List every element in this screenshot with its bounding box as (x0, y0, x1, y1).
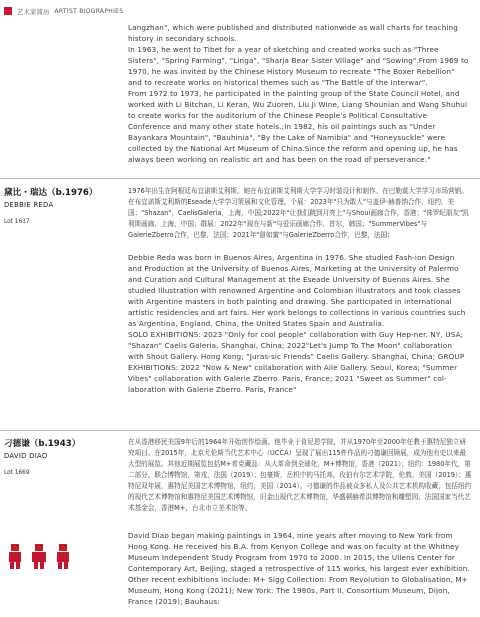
artist-heading-david-diao (4, 437, 80, 476)
section-marker-icon (4, 7, 12, 15)
lot-number: Lot 1669 (4, 470, 30, 476)
bio-exhibitions: SOLO EXHIBITIONS: 2023 "Only for cool people" collaboration with Guy Hep-ner. NY, USA; "Shazan" Caelis Galeria. Shanghai, China; 2022"Let's Jump To The Moon" collaboration with Shout Gallery. Hong Kong; "Juras-sic Friends" Caelis Gallery. Shanghai, China; GROUP EXHIBITIONS: 2022 "Now & New" collaboration with Aile Gallery. Seoul, Korea; "Summer Vibes" collaboration with Galerie Zberro. Paris, France; 2021 "Sweet as Summer" col-laboration with Galerie Zberro. Paris, France" (128, 330, 465, 394)
section-title-cn: 艺术家简历 (17, 7, 50, 16)
bio-paragraph: Langzhan", which were published and distributed nationwide as wall charts for teaching history in secondary schools. (128, 23, 458, 43)
artist-heading-debbie-reda (4, 186, 98, 225)
previous-bio-continuation (128, 22, 470, 165)
artist-bio-en (128, 530, 470, 607)
bio-paragraph: In 1963, he went to Tibet for a year of sketching and created works such as "Three Sisters", "Spring Farming", "Linga", "Sharja Bear Sister Village" and "Sowing".From 1969 to 1970, he was invited by the Chinese History Museum to recreate "The Boxer Rebellion" and to recreate works on historical themes such as "The Battle of the Interwar". (128, 45, 469, 87)
bio-paragraph: David Diao began making paintings in 1964, nine years after moving to New York from Hong Kong. He received his B.A. from Kenyon College and was on faculty at the Whitney Museum Independent Study Program from 1970 to 2000. In 2015, the Ullens Center for Contemporary Art, Beijing, staged a retrospective of 115 works, his largest ever exhibition. Other recent exhibitions include: M+ Sigg Collection: From Revolution to Globalisation, M+ Museum, Hong Kong (2021); New York: The 1980s, Part II, Consortium Museum, Dijon, France (2019); Bauhaus: (128, 531, 470, 606)
artwork-thumbnail (6, 544, 72, 570)
bio-paragraph: From 1972 to 1973, he participated in the painting group of the State Council Hotel, and worked with Li Bitchan, Li Keran, Wu Zuoren, Liu Ji Wine, Liang Shounian and Wang Shuhui to create works for the auditorium of the Chinese People's Political Consultative Conference and many other state hotels.;In 1982, his oil paintings such as "Under Bayankara Mountain", "Bauhinia", "By the Lake of Namibia" and "Honeysuckle" were collected by the National Art Museum of China.Since the reform and opening up, he has always been working on realistic art and has been on the road of perseverance." (128, 89, 468, 164)
section-divider (0, 430, 480, 431)
artist-name-en: DEBBIE REDA (4, 201, 54, 209)
section-divider (0, 178, 480, 179)
artist-name-cn: 黛比・瑞达（b.1976） (4, 188, 98, 198)
figure-icon (54, 544, 72, 570)
artist-name-cn: 刁德谦（b.1943） (4, 439, 81, 449)
artist-bio-cn: 在从香港移民美国9年后的1964年开始创作绘画。他毕业于肯尼恩学院，并从1970年至2000年任教于惠特尼独立研究项目。在2015年，北京尤伦斯当代艺术中心（UCCA）呈现了展出115件作品的刁德谦回顾展，成为他有史以来最大型的展览。其他近期展览包括M+希克藏品：从大革命到全球化，M+博物馆，香港（2021）；纽约：1980年代，第二部分，联合博物馆，第戎，法国（2019）；包豪斯，岳机中的马托邦，玫伯有尔艺术学院，伦敦，美国（2019）；惠特尼双年展，惠特尼美国艺术博物馆，纽约，美国（2014）。刁德谦的作品被众多私人及公共艺术机构收藏，包括纽约的现代艺术博物馆和惠特尼美国艺术博物馆，旧金山现代艺术博物馆，华盛顿赫希洪博物馆和雕塑园，法国国家当代艺术基金会，香港M+，台北市立美术馆等。 (128, 438, 472, 512)
page-header (4, 5, 123, 17)
artist-bio-cn: 1976年出生在阿根廷布宜诺斯艾利斯。她在布宜诺斯艾利斯大学学习时装设计和制作。在巴勒莫大学学习市场营销。在布宜诺斯艾利斯的Eseade大学学习策展和文化管理。个展：2023年"只为敢人"与盖伊-赫普纳合作，纽约，美国；"Shazan"，CaelisGaleria，上海，中国;2022年"让我们跳到月亮上"与Shoui画廊合作，香港；"侏罗纪朋友"凯利斯画廊，上海，中国；群展：2022年"现在与新"与爱乐画廊合作，首尔，韩国；"SummerVibes"与GalerieZberro合作，巴黎，法国；2021年"甜如蜜"与GalerieZberro合作，巴黎，法国； (128, 187, 469, 239)
artist-name-en: DAVID DIAO (4, 452, 48, 460)
artist-bio-en (128, 252, 470, 395)
figure-icon (6, 544, 24, 570)
section-title-en: ARTIST BIOGRAPHIES (54, 7, 124, 15)
lot-number: Lot 1637 (4, 219, 30, 225)
bio-paragraph: Debbie Reda was born in Buenos Aires, Argentina in 1976. She studied Fash-ion Design and Production at the University of Buenos Aires, Marketing at the University of Palermo and Curation and Cultural Management at the Eseade University of Buenos Aires. She studied Illustration with renowned Argentine and Colombian illustrators and took classes with Argentine masters in both painting and drawing. She participated in international artistic residencies and art fairs. Her work belongs to collections in various countries such as Argentina, England, China, the United States Spain and Australia. (128, 253, 466, 328)
figure-icon (30, 544, 48, 570)
